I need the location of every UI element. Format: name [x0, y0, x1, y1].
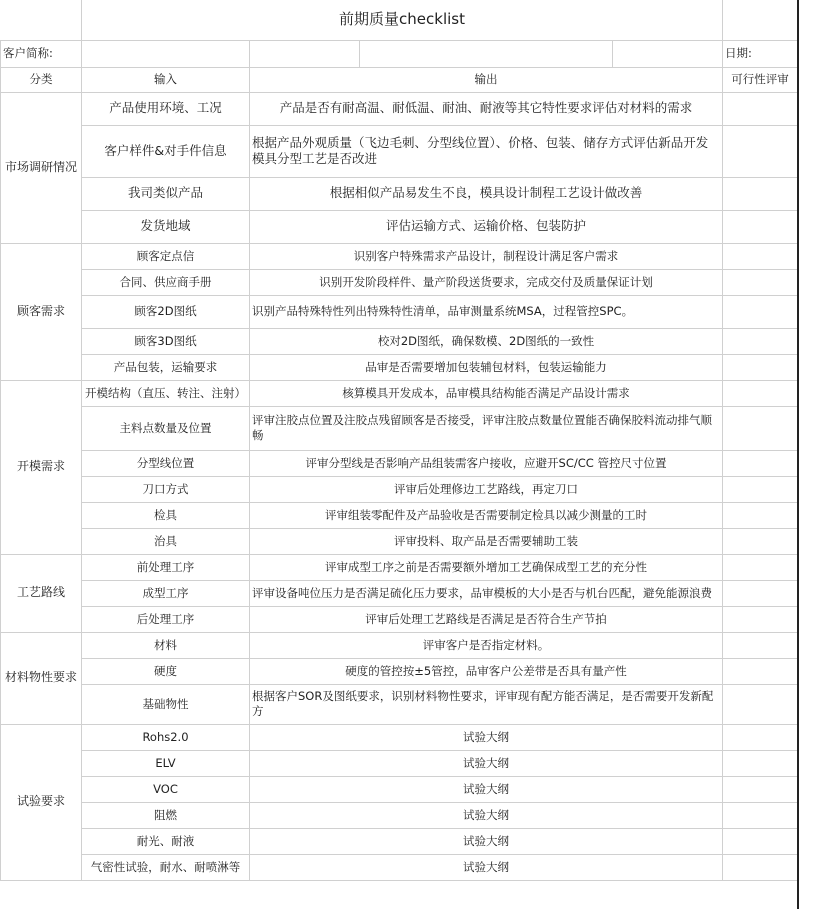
input-cell: 产品包装，运输要求 — [82, 354, 250, 380]
checklist-row — [1, 380, 798, 406]
input-cell: 检具 — [82, 502, 250, 528]
review-cell[interactable] — [723, 354, 798, 380]
review-cell[interactable] — [723, 528, 798, 554]
input-cell: 开模结构（直压、转注、注射） — [82, 380, 250, 406]
output-cell: 试验大纲 — [250, 854, 723, 880]
checklist-row — [1, 177, 798, 210]
header-review: 可行性评审 — [723, 67, 798, 92]
review-cell[interactable] — [723, 406, 798, 450]
output-cell: 评审组装零配件及产品验收是否需要制定检具以减少测量的工时 — [250, 502, 723, 528]
checklist-row — [1, 354, 798, 380]
customer-extra-cell-2[interactable] — [360, 40, 613, 67]
checklist-row — [1, 502, 798, 528]
output-cell: 根据客户SOR及图纸要求，识别材料物性要求，评审现有配方能否满足，是否需要开发新配方 — [250, 684, 723, 724]
output-cell: 识别开发阶段样件、量产阶段送货要求，完成交付及质量保证计划 — [250, 269, 723, 295]
output-cell: 评审注胶点位置及注胶点残留顾客是否接受，评审注胶点数量位置能否确保胶料流动排气顺畅 — [250, 406, 723, 450]
corner-cell[interactable] — [1, 0, 82, 40]
review-cell[interactable] — [723, 210, 798, 243]
review-cell[interactable] — [723, 658, 798, 684]
input-cell: 刀口方式 — [82, 476, 250, 502]
checklist-row — [1, 580, 798, 606]
input-cell: 我司类似产品 — [82, 177, 250, 210]
review-cell[interactable] — [723, 802, 798, 828]
sheet-right-border — [797, 0, 799, 909]
output-cell: 产品是否有耐高温、耐低温、耐油、耐液等其它特性要求评估对材料的需求 — [250, 92, 723, 125]
input-cell: 顾客定点信 — [82, 243, 250, 269]
category-cell: 顾客需求 — [1, 243, 82, 380]
output-cell: 试验大纲 — [250, 776, 723, 802]
checklist-row — [1, 750, 798, 776]
page-title: 前期质量checklist — [82, 0, 723, 40]
category-cell: 试验要求 — [1, 724, 82, 880]
review-cell[interactable] — [723, 828, 798, 854]
checklist-row — [1, 328, 798, 354]
input-cell: 硬度 — [82, 658, 250, 684]
input-cell: 成型工序 — [82, 580, 250, 606]
checklist-row — [1, 210, 798, 243]
review-cell[interactable] — [723, 684, 798, 724]
output-cell: 评审客户是否指定材料。 — [250, 632, 723, 658]
input-cell: 发货地域 — [82, 210, 250, 243]
header-input: 输入 — [82, 67, 250, 92]
output-cell: 核算模具开发成本，品审模具结构能否满足产品设计需求 — [250, 380, 723, 406]
input-cell: 产品使用环境、工况 — [82, 92, 250, 125]
review-cell[interactable] — [723, 243, 798, 269]
output-cell: 试验大纲 — [250, 802, 723, 828]
input-cell: 前处理工序 — [82, 554, 250, 580]
customer-extra-cell-3[interactable] — [613, 40, 723, 67]
checklist-row — [1, 802, 798, 828]
review-cell[interactable] — [723, 328, 798, 354]
category-cell: 工艺路线 — [1, 554, 82, 632]
input-cell: ELV — [82, 750, 250, 776]
output-cell: 评审设备吨位压力是否满足硫化压力要求，品审模板的大小是否与机台匹配，避免能源浪费 — [250, 580, 723, 606]
header-category: 分类 — [1, 67, 82, 92]
output-cell: 评审后处理工艺路线是否满足是否符合生产节拍 — [250, 606, 723, 632]
input-cell: 分型线位置 — [82, 450, 250, 476]
review-cell[interactable] — [723, 92, 798, 125]
category-cell: 材料物性要求 — [1, 632, 82, 724]
output-cell: 识别产品特殊特性列出特殊特性清单，品审测量系统MSA，过程管控SPC。 — [250, 295, 723, 328]
review-cell[interactable] — [723, 854, 798, 880]
review-cell[interactable] — [723, 450, 798, 476]
output-cell: 评审成型工序之前是否需要额外增加工艺确保成型工艺的充分性 — [250, 554, 723, 580]
review-cell[interactable] — [723, 269, 798, 295]
review-cell[interactable] — [723, 580, 798, 606]
checklist-row — [1, 828, 798, 854]
checklist-row — [1, 125, 798, 177]
category-cell: 开模需求 — [1, 380, 82, 554]
checklist-row — [1, 269, 798, 295]
output-cell: 试验大纲 — [250, 750, 723, 776]
output-cell: 评审后处理修边工艺路线，再定刀口 — [250, 476, 723, 502]
review-cell[interactable] — [723, 750, 798, 776]
input-cell: 阻燃 — [82, 802, 250, 828]
customer-value-cell[interactable] — [82, 40, 250, 67]
input-cell: Rohs2.0 — [82, 724, 250, 750]
category-cell: 市场调研情况 — [1, 92, 82, 243]
review-cell[interactable] — [723, 724, 798, 750]
output-cell: 评审投料、取产品是否需要辅助工装 — [250, 528, 723, 554]
checklist-row — [1, 92, 798, 125]
checklist-row — [1, 406, 798, 450]
checklist-row — [1, 724, 798, 750]
checklist-row — [1, 776, 798, 802]
checklist-row — [1, 854, 798, 880]
review-cell[interactable] — [723, 295, 798, 328]
checklist-row — [1, 554, 798, 580]
input-cell: 材料 — [82, 632, 250, 658]
output-cell: 试验大纲 — [250, 828, 723, 854]
review-cell[interactable] — [723, 125, 798, 177]
review-cell[interactable] — [723, 776, 798, 802]
input-cell: 后处理工序 — [82, 606, 250, 632]
checklist-row — [1, 606, 798, 632]
checklist-row — [1, 658, 798, 684]
review-cell[interactable] — [723, 554, 798, 580]
review-cell[interactable] — [723, 502, 798, 528]
output-cell: 评估运输方式、运输价格、包装防护 — [250, 210, 723, 243]
review-cell[interactable] — [723, 177, 798, 210]
input-cell: 耐光、耐液 — [82, 828, 250, 854]
checklist-row — [1, 450, 798, 476]
checklist-row — [1, 295, 798, 328]
output-cell: 评审分型线是否影响产品组装需客户接收，应避开SC/CC 管控尺寸位置 — [250, 450, 723, 476]
input-cell: 主料点数量及位置 — [82, 406, 250, 450]
checklist-row — [1, 632, 798, 658]
customer-extra-cell-1[interactable] — [250, 40, 360, 67]
title-right-cell[interactable] — [723, 0, 798, 40]
input-cell: 顾客2D图纸 — [82, 295, 250, 328]
output-cell: 校对2D图纸，确保数模、2D图纸的一致性 — [250, 328, 723, 354]
checklist-row — [1, 528, 798, 554]
header-output: 输出 — [250, 67, 723, 92]
output-cell: 品审是否需要增加包装辅包材料，包装运输能力 — [250, 354, 723, 380]
review-cell[interactable] — [723, 606, 798, 632]
input-cell: 顾客3D图纸 — [82, 328, 250, 354]
input-cell: 合同、供应商手册 — [82, 269, 250, 295]
customer-label: 客户简称: — [1, 40, 82, 67]
input-cell: 客户样件&对手件信息 — [82, 125, 250, 177]
input-cell: 治具 — [82, 528, 250, 554]
review-cell[interactable] — [723, 476, 798, 502]
output-cell: 试验大纲 — [250, 724, 723, 750]
output-cell: 根据相似产品易发生不良，模具设计制程工艺设计做改善 — [250, 177, 723, 210]
input-cell: VOC — [82, 776, 250, 802]
output-cell: 识别客户特殊需求产品设计，制程设计满足客户需求 — [250, 243, 723, 269]
output-cell: 硬度的管控按±5管控，品审客户公差带是否具有量产性 — [250, 658, 723, 684]
output-cell: 根据产品外观质量（飞边毛刺、分型线位置）、价格、包装、储存方式评估新品开发模具分型工艺是否改进 — [250, 125, 723, 177]
checklist-row — [1, 684, 798, 724]
input-cell: 气密性试验，耐水、耐喷淋等 — [82, 854, 250, 880]
checklist-row — [1, 243, 798, 269]
input-cell: 基础物性 — [82, 684, 250, 724]
checklist-row — [1, 476, 798, 502]
review-cell[interactable] — [723, 380, 798, 406]
review-cell[interactable] — [723, 632, 798, 658]
date-label: 日期: — [723, 40, 798, 67]
